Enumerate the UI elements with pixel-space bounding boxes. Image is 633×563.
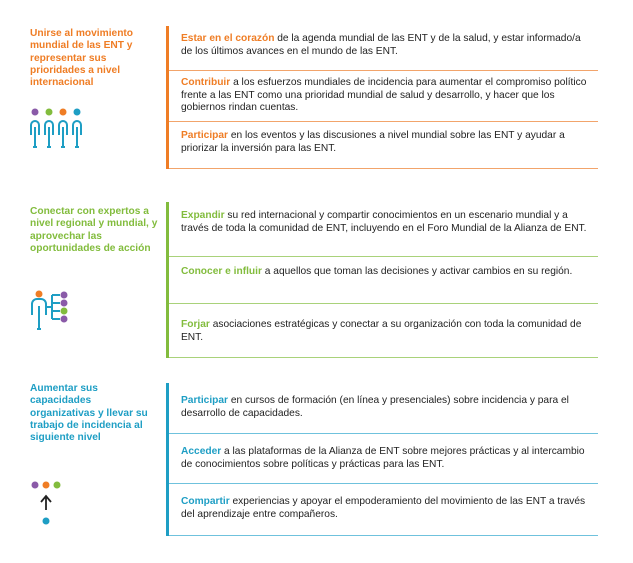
section-1-sidebar (30, 28, 158, 89)
section-3-item-text (181, 446, 591, 471)
item-keyword: Participar (181, 395, 228, 406)
section-1-item-text (181, 77, 591, 115)
item-keyword: Contribuir (181, 77, 231, 88)
section-3-title: Aumentar sus capacidades organizativas y llevar su trabajo de incidencia al siguiente nivel (30, 383, 148, 444)
item-keyword: Acceder (181, 446, 222, 457)
section-2-item (169, 257, 598, 304)
item-keyword: Forjar (181, 319, 210, 330)
section-1-item (169, 71, 598, 122)
item-keyword: Participar (181, 130, 228, 141)
item-keyword: Expandir (181, 210, 225, 221)
section-1-item-text (181, 130, 591, 155)
section-2-item-text (181, 266, 591, 279)
section-2-sidebar (30, 206, 158, 255)
section-connect-experts (0, 190, 633, 360)
network-person-icon (30, 289, 72, 331)
section-1-item (169, 26, 598, 71)
row-divider (169, 535, 598, 536)
item-body: de la agenda mundial de las ENT y de la salud, y estar informado/a de los últimos avances en el mundo de las ENT. (181, 33, 581, 57)
section-1-item-text (181, 33, 591, 58)
item-body: a aquellos que toman las decisiones y activar cambios en su región. (261, 266, 573, 277)
row-divider (169, 168, 598, 169)
section-join-movement (0, 0, 633, 180)
section-3-item (169, 383, 598, 434)
row-divider (169, 357, 598, 358)
section-1-item (169, 122, 598, 169)
item-body: en cursos de formación (en línea y presenciales) sobre incidencia y para el desarrollo de capacidades. (181, 395, 569, 419)
item-body: a las plataformas de la Alianza de ENT sobre mejores prácticas y al intercambio de conocimientos sobre políticas y prácticas para las ENT. (181, 446, 585, 470)
section-2-title: Conectar con expertos a nivel regional y mundial, y aprovechar las oportunidades de acción (30, 206, 158, 254)
section-3-item (169, 484, 598, 536)
item-body: a los esfuerzos mundiales de incidencia para aumentar el compromiso político frente a las ENT como una prioridad mundial de salud y desarrollo, y hacer que los gobiernos rindan cuentas. (181, 77, 587, 114)
section-3-sidebar (30, 383, 158, 444)
section-3-item-text (181, 395, 591, 420)
section-3-item-text (181, 496, 591, 521)
growth-arrow-icon (30, 481, 66, 529)
item-keyword: Compartir (181, 496, 230, 507)
section-2-item-text (181, 210, 591, 235)
people-group-icon (30, 107, 88, 153)
item-keyword: Conocer e influir (181, 266, 262, 277)
section-2-item (169, 202, 598, 257)
section-1-title: Unirse al movimiento mundial de las ENT y representar sus prioridades a nivel internacional (30, 28, 134, 89)
item-body: su red internacional y compartir conocimientos en un escenario mundial y a través de toda la comunidad de ENT, incluyendo en el Foro Mundial de la Alianza de ENT. (181, 210, 587, 234)
section-build-capacity (0, 370, 633, 550)
item-keyword: Estar en el corazón (181, 33, 275, 44)
item-body: experiencias y apoyar el empoderamiento del movimiento de las ENT a través del aprendizaje entre compañeros. (181, 496, 586, 520)
section-2-item-text (181, 319, 591, 344)
item-body: en los eventos y las discusiones a nivel mundial sobre las ENT y ayudar a priorizar la inversión para las ENT. (181, 130, 565, 154)
item-body: asociaciones estratégicas y conectar a su organización con toda la comunidad de ENT. (181, 319, 582, 343)
section-2-item (169, 304, 598, 358)
section-3-item (169, 434, 598, 484)
